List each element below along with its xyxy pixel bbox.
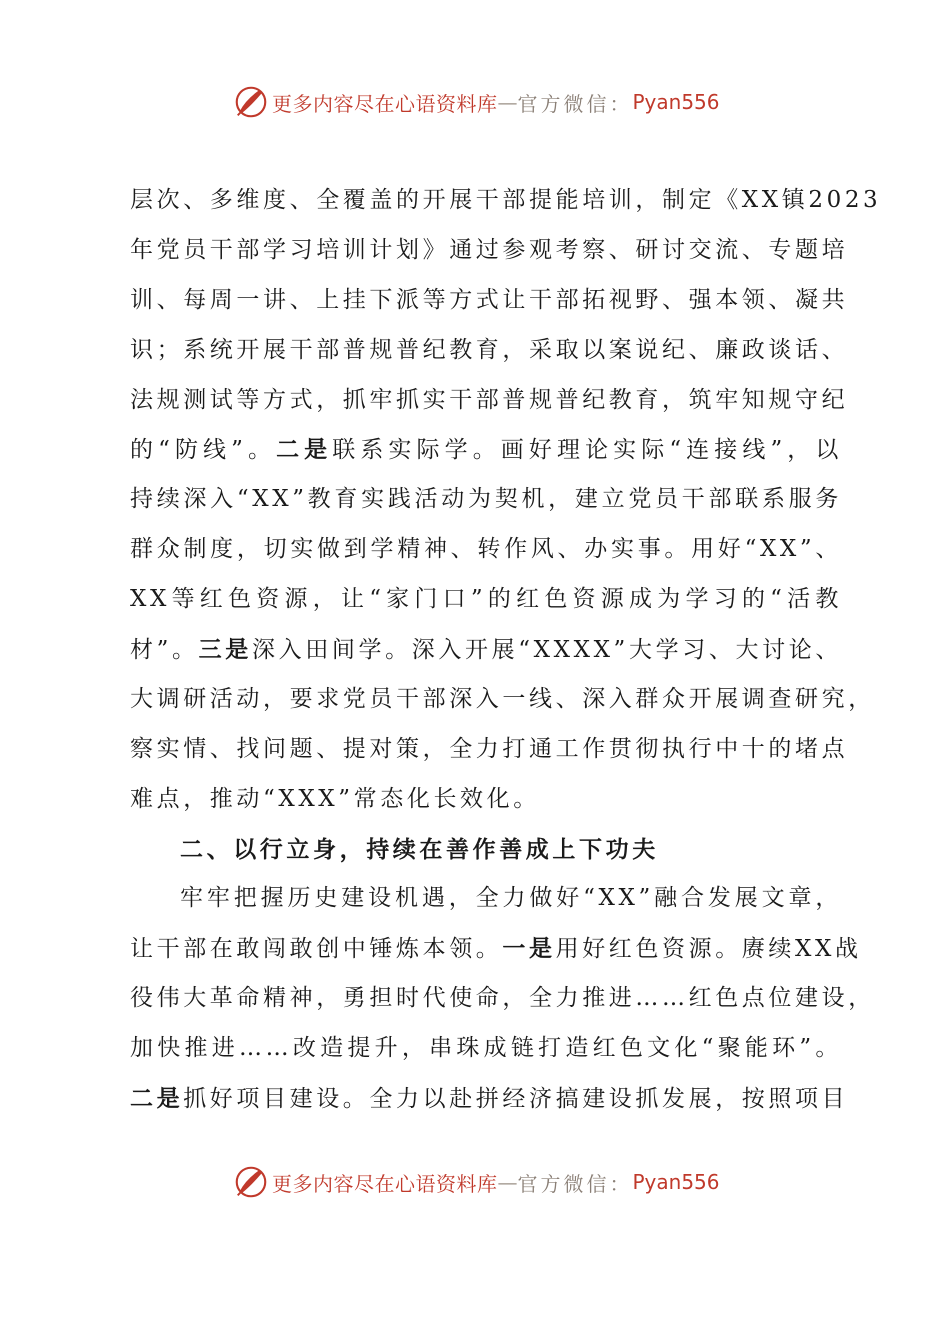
text-line: 加快推进……改造提升，串珠成链打造红色文化“聚能环”。 [130,1035,842,1062]
text-line: 识；系统开展干部普规普纪教育，采取以案说纪、廉政谈话、 [130,336,849,363]
text-line: 材”。三是深入田间学。深入开展“XXXX”大学习、大讨论、 [130,636,843,664]
header-watermark [232,82,720,122]
pen-logo-icon [232,83,270,121]
emphasis-marker: 二是 [276,436,333,464]
banner-separator: — [497,1170,518,1194]
text-line: 让干部在敢闯敢创中锤炼本领。一是用好红色资源。赓续XX战 [130,935,862,963]
footer-watermark [232,1162,720,1202]
text-line: 持续深入“XX”教育实践活动为契机，建立党员干部联系服务 [130,486,842,513]
pen-logo-icon [232,1163,270,1201]
text-line: 难点，推动“XXX”常态化长效化。 [130,785,540,812]
banner-label: 官方微信： [517,91,633,116]
emphasis-marker: 二是 [130,1085,184,1113]
text-line: XX等红色资源，让“家门口”的红色资源成为学习的“活教 [130,586,842,613]
text-line: 法规测试等方式，抓牢抓实干部普规普纪教育，筑牢知规守纪 [130,386,849,413]
banner-separator: — [497,90,518,114]
paragraph-1 [130,176,882,825]
text-line: 二是抓好项目建设。全力以赴拼经济搞建设抓发展，按照项目 [130,1085,849,1113]
text-line: 群众制度，切实做到学精神、转作风、办实事。用好“XX”、 [130,536,842,563]
body-text [130,176,882,1124]
text-line: 役伟大革命精神，勇担时代使命，全力推进……红色点位建设， [130,985,875,1012]
paragraph-2 [130,874,875,1123]
emphasis-marker: 一是 [502,935,556,963]
banner-label: 官方微信： [517,1171,633,1196]
section-heading: 二、以行立身，持续在善作善成上下功夫 [180,835,659,863]
text-line: 察实情、找问题、提对策，全力打通工作贯彻执行中十的堵点 [130,735,849,762]
text-line: 层次、多维度、全覆盖的开展干部提能培训，制定《XX镇2023 [130,187,882,213]
text-line: 年党员干部学习培训计划》通过参观考察、研讨交流、专题培 [130,236,849,263]
text-line: 牢牢把握历史建设机遇，全力做好“XX”融合发展文章， [180,885,842,912]
text-line: 训、每周一讲、上挂下派等方式让干部拓视野、强本领、凝共 [130,286,849,313]
text-line: 的“防线”。二是联系实际学。画好理论实际“连接线”，以 [130,436,842,464]
banner-text: 更多内容尽在心语资料库 [272,91,498,116]
emphasis-marker: 三是 [198,636,252,664]
banner-wechat-id: Pyan556 [632,1170,720,1194]
banner-wechat-id: Pyan556 [632,90,720,114]
text-line: 大调研活动，要求党员干部深入一线、深入群众开展调查研究， [130,685,875,712]
banner-text: 更多内容尽在心语资料库 [272,1171,498,1196]
